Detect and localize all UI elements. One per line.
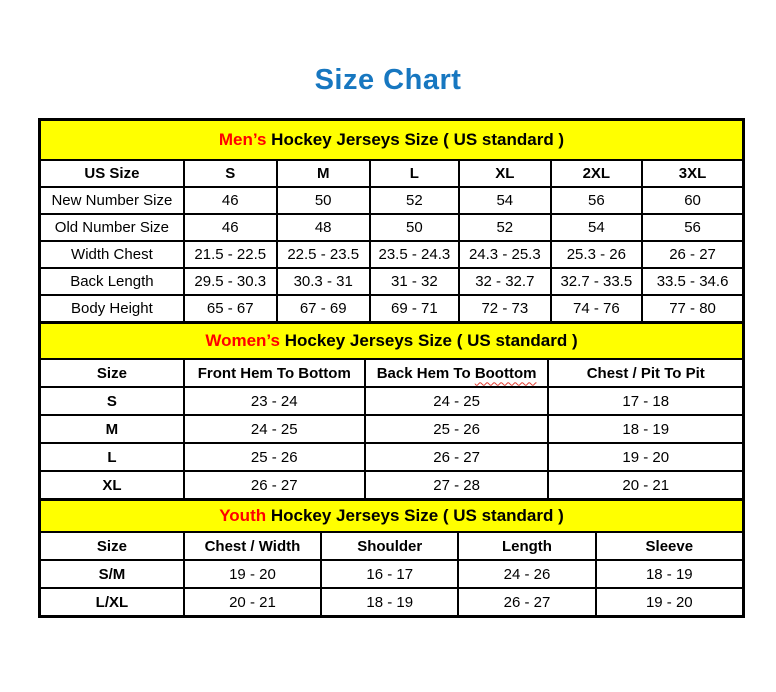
value-cell: 77 - 80 [642,295,743,323]
column-header: Front Hem To Bottom [184,359,365,387]
table-row [40,471,744,500]
value-cell: 25 - 26 [184,443,365,471]
row-label-cell: New Number Size [40,187,184,214]
row-label-cell: S/M [40,560,184,588]
value-cell: 50 [277,187,370,214]
value-cell: 52 [459,214,551,241]
table-row [40,588,744,617]
womens-section-header [40,323,744,360]
value-cell: 27 - 28 [365,471,549,500]
value-cell: 56 [551,187,643,214]
value-cell: 46 [184,214,277,241]
youth-section-header [40,500,744,533]
column-header: 2XL [551,160,643,187]
mens-section-title: Hockey Jerseys Size ( US standard ) [271,130,565,149]
value-cell: 19 - 20 [596,588,744,617]
value-cell: 32 - 32.7 [459,268,551,295]
value-cell: 32.7 - 33.5 [551,268,643,295]
value-cell: 72 - 73 [459,295,551,323]
value-cell: 26 - 27 [642,241,743,268]
value-cell: 26 - 27 [184,471,365,500]
column-header: Chest / Pit To Pit [548,359,743,387]
value-cell: 20 - 21 [184,588,321,617]
value-cell: 50 [370,214,459,241]
value-cell: 67 - 69 [277,295,370,323]
row-label-cell: L/XL [40,588,184,617]
column-header: Sleeve [596,532,744,560]
value-cell: 24 - 25 [365,387,549,415]
row-label-cell: M [40,415,184,443]
column-header: Chest / Width [184,532,321,560]
value-cell: 54 [459,187,551,214]
row-label-cell: Width Chest [40,241,184,268]
value-cell: 26 - 27 [365,443,549,471]
value-cell: 31 - 32 [370,268,459,295]
youth-size-table [38,498,745,618]
value-cell: 18 - 19 [596,560,744,588]
column-header: Size [40,359,184,387]
column-header: 3XL [642,160,743,187]
value-cell: 56 [642,214,743,241]
page-title: Size Chart [314,64,462,96]
youth-section-label: Youth [219,506,267,525]
youth-section-header-row [40,500,744,533]
row-label-cell: XL [40,471,184,500]
value-cell: 24 - 26 [458,560,595,588]
womens-section-title: Hockey Jerseys Size ( US standard ) [284,331,578,350]
value-cell: 25.3 - 26 [551,241,643,268]
column-header: L [370,160,459,187]
size-tables-container [0,118,776,618]
value-cell: 20 - 21 [548,471,743,500]
table-row [40,387,744,415]
mens-size-table [38,118,745,324]
table-row [40,214,744,241]
table-row [40,443,744,471]
table-row [40,268,744,295]
value-cell: 33.5 - 34.6 [642,268,743,295]
value-cell: 19 - 20 [548,443,743,471]
table-row [40,187,744,214]
value-cell: 24 - 25 [184,415,365,443]
value-cell: 24.3 - 25.3 [459,241,551,268]
value-cell: 65 - 67 [184,295,277,323]
table-row [40,295,744,323]
mens-section-label: Men’s [218,130,267,149]
column-header: Size [40,532,184,560]
womens-header-row [40,359,744,387]
value-cell: 30.3 - 31 [277,268,370,295]
womens-section-label: Women’s [205,331,280,350]
row-label-cell: Back Length [40,268,184,295]
value-cell: 60 [642,187,743,214]
womens-section-header-row [40,323,744,360]
column-header: Length [458,532,595,560]
table-row [40,241,744,268]
row-label-cell: Body Height [40,295,184,323]
column-header: M [277,160,370,187]
value-cell: 74 - 76 [551,295,643,323]
column-header-misspelled [365,359,549,387]
value-cell: 29.5 - 30.3 [184,268,277,295]
value-cell: 22.5 - 23.5 [277,241,370,268]
row-label-cell: S [40,387,184,415]
mens-section-header [40,120,744,161]
youth-header-row [40,532,744,560]
column-header: XL [459,160,551,187]
column-header: US Size [40,160,184,187]
column-header-text: Back Hem To [376,364,471,382]
table-row [40,560,744,588]
value-cell: 46 [184,187,277,214]
youth-section-title: Hockey Jerseys Size ( US standard ) [270,506,564,525]
mens-header-row [40,160,744,187]
value-cell: 18 - 19 [548,415,743,443]
value-cell: 26 - 27 [458,588,595,617]
value-cell: 25 - 26 [365,415,549,443]
row-label-cell: Old Number Size [40,214,184,241]
value-cell: 54 [551,214,643,241]
value-cell: 21.5 - 22.5 [184,241,277,268]
value-cell: 23.5 - 24.3 [370,241,459,268]
value-cell: 52 [370,187,459,214]
value-cell: 23 - 24 [184,387,365,415]
mens-section-header-row [40,120,744,161]
value-cell: 19 - 20 [184,560,321,588]
value-cell: 18 - 19 [321,588,458,617]
value-cell: 69 - 71 [370,295,459,323]
womens-size-table [38,321,745,501]
column-header: Shoulder [321,532,458,560]
value-cell: 17 - 18 [548,387,743,415]
spellcheck-underlined-word: Boottom [474,364,537,382]
row-label-cell: L [40,443,184,471]
value-cell: 16 - 17 [321,560,458,588]
column-header: S [184,160,277,187]
value-cell: 48 [277,214,370,241]
table-row [40,415,744,443]
